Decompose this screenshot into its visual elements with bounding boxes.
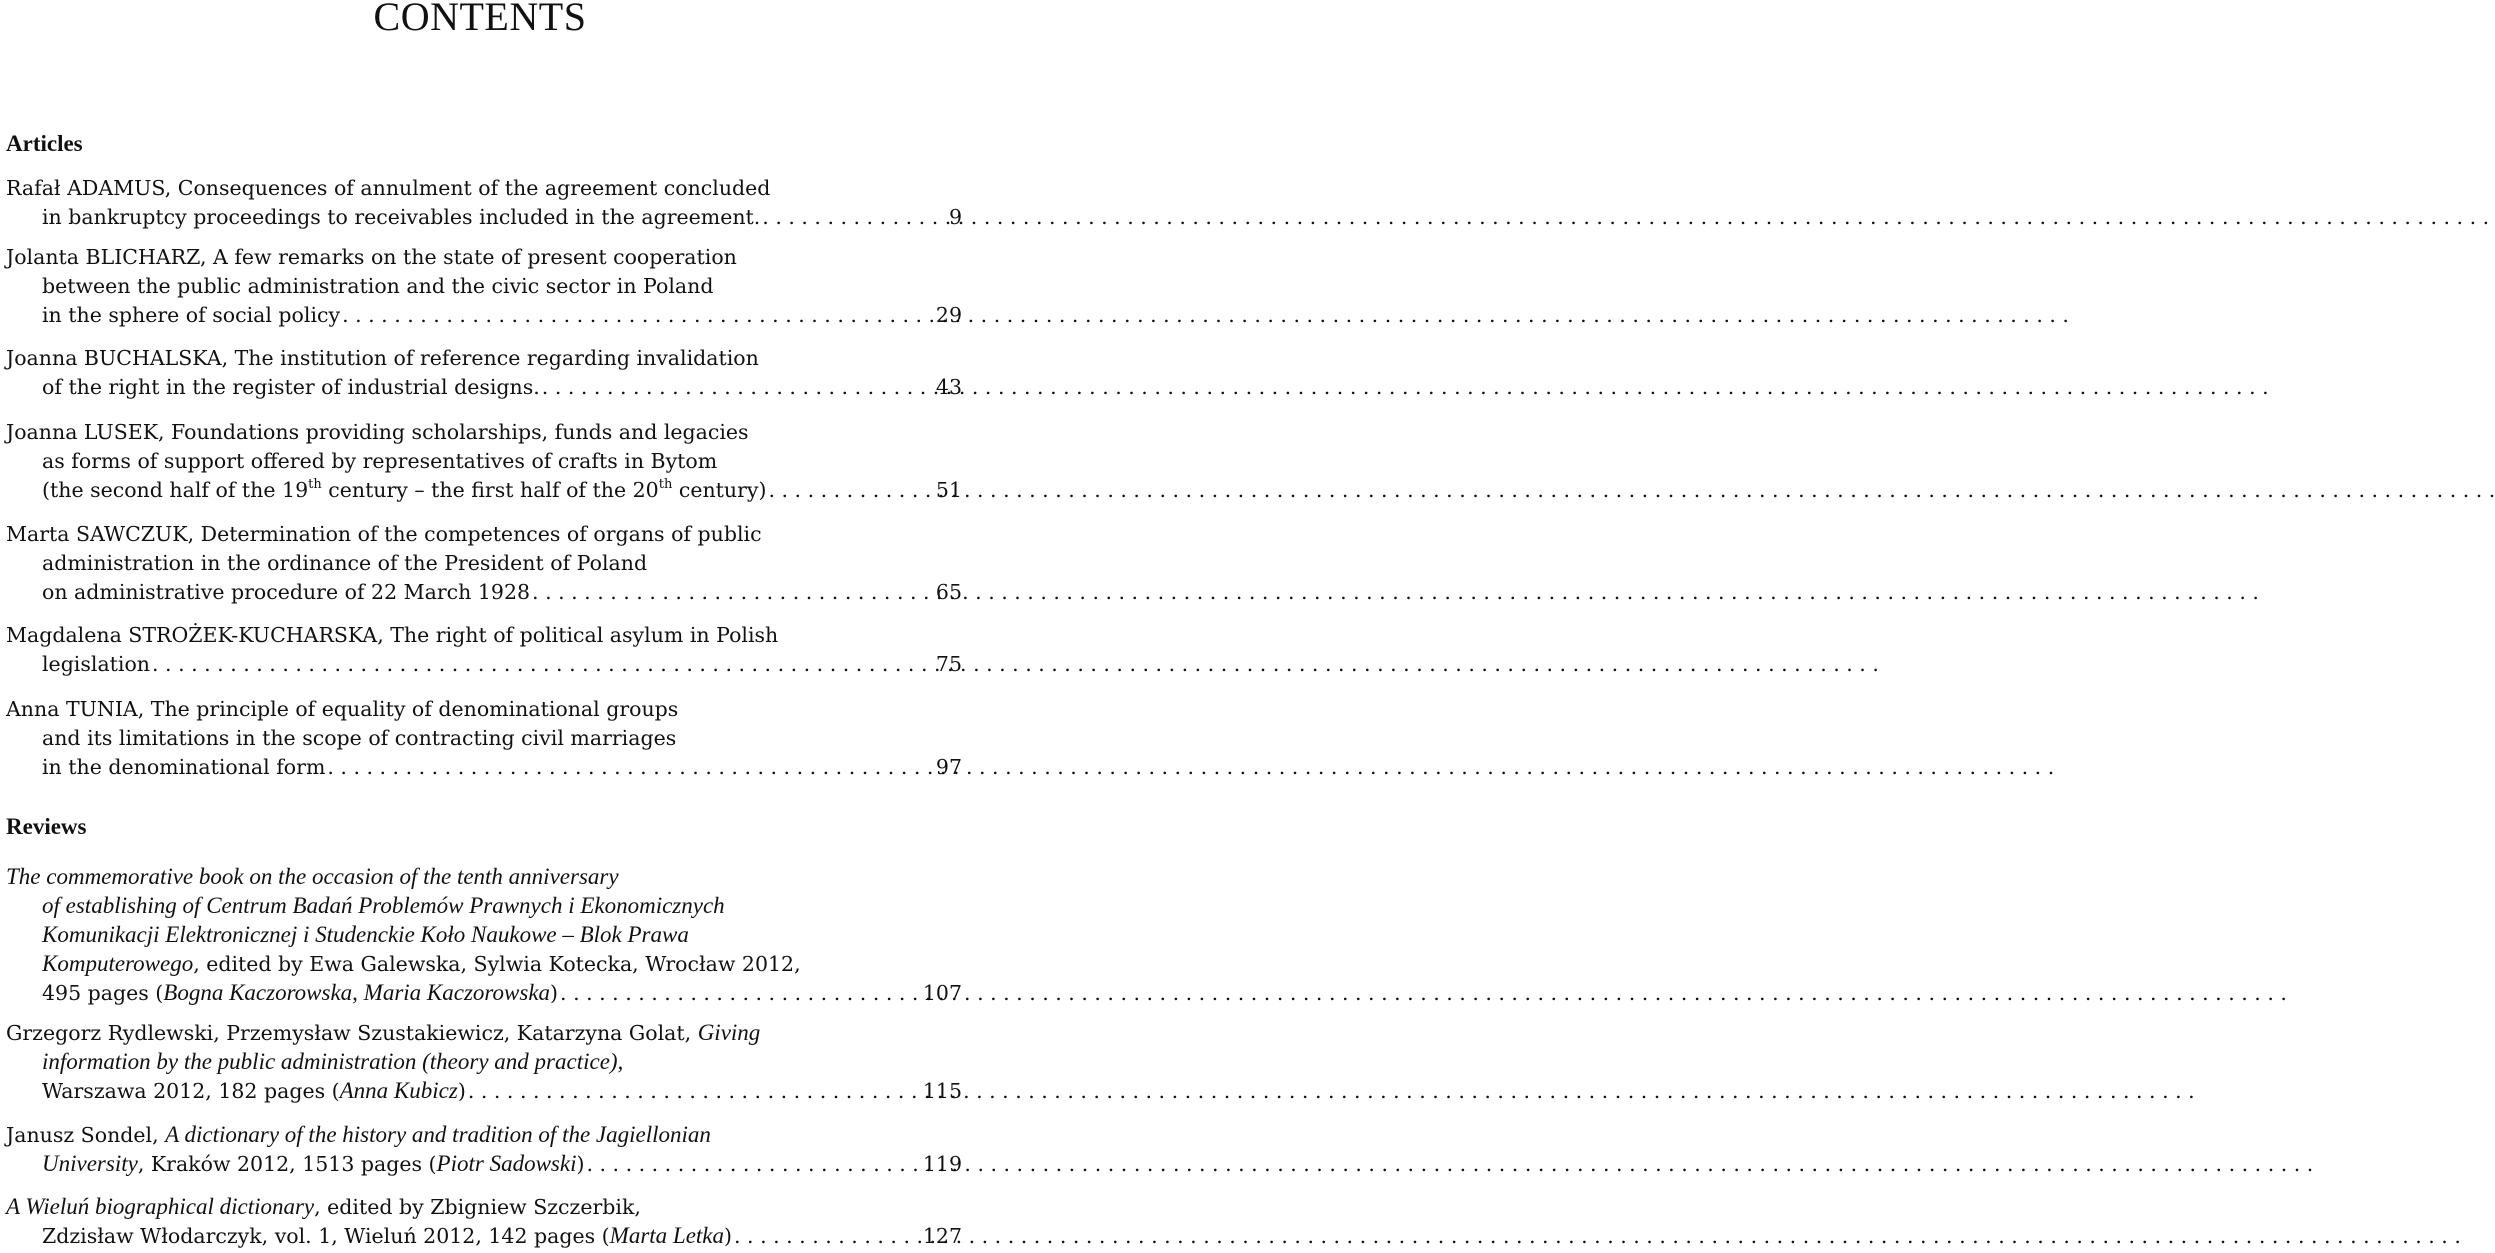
dot-leader bbox=[768, 476, 932, 505]
dot-leader bbox=[734, 1222, 920, 1251]
entry-text: as forms of support offered by representatives of crafts in Bytom bbox=[42, 449, 718, 473]
reviewer-name: Piotr Sadowski bbox=[436, 1151, 577, 1176]
entry-text: Warszawa 2012, 182 pages (Anna Kubicz) bbox=[42, 1078, 466, 1103]
entry-text: in the sphere of social policy bbox=[42, 303, 341, 327]
dot-leader bbox=[762, 203, 946, 232]
entry-title: The commemorative book on the occasion of the tenth anniversary bbox=[6, 864, 619, 889]
toc-entry-blicharz[interactable] bbox=[6, 243, 962, 330]
entry-text: in bankruptcy proceedings to receivables included in the agreement. bbox=[42, 205, 761, 229]
entry-text: between the public administration and the civic sector in Poland bbox=[42, 274, 714, 298]
reviewer-name: Marta Letka bbox=[609, 1223, 725, 1248]
toc-entry-lusek[interactable] bbox=[6, 418, 962, 505]
page-number: 43 bbox=[935, 375, 962, 399]
toc-entry-buchalska[interactable] bbox=[6, 344, 962, 402]
toc-entry-commemorative-book[interactable] bbox=[6, 862, 962, 1007]
reviewer-name: Bogna Kaczorowska, Maria Kaczorowska bbox=[163, 980, 551, 1005]
entry-text: , edited by Zbigniew Szczerbik, bbox=[314, 1195, 641, 1219]
page-number: 65 bbox=[935, 580, 962, 604]
entry-text: (the second half of the 19th century – the first half of the 20th century) bbox=[42, 477, 767, 502]
entry-text: Joanna LUSEK, Foundations providing scholarships, funds and legacies bbox=[6, 420, 749, 444]
entry-text: , edited by Ewa Galewska, Sylwia Kotecka, Wrocław 2012, bbox=[193, 952, 801, 976]
entry-title: information by the public administration (theory and practice), bbox=[42, 1049, 624, 1074]
page-title: CONTENTS bbox=[373, 0, 587, 39]
entry-title: A dictionary of the history and tradition of the Jagiellonian bbox=[165, 1122, 711, 1147]
entry-text: on administrative procedure of 22 March 1928 bbox=[42, 580, 531, 604]
dot-leader bbox=[586, 1150, 919, 1179]
toc-entry-tunia[interactable] bbox=[6, 695, 962, 782]
entry-text: Joanna BUCHALSKA, The institution of reference regarding invalidation bbox=[6, 346, 759, 370]
dot-leader bbox=[342, 301, 933, 330]
section-heading-reviews: Reviews bbox=[6, 814, 87, 839]
dot-leader bbox=[327, 753, 933, 782]
entry-text: Jolanta BLICHARZ, A few remarks on the state of present cooperation bbox=[6, 245, 737, 269]
page-number: 29 bbox=[935, 303, 962, 327]
toc-entry-sondel[interactable] bbox=[6, 1120, 962, 1178]
toc-entry-wielun-dictionary[interactable] bbox=[6, 1192, 962, 1250]
entry-title: Komputerowego bbox=[42, 951, 194, 976]
entry-text: and its limitations in the scope of contracting civil marriages bbox=[42, 726, 677, 750]
toc-entry-sawczuk[interactable] bbox=[6, 520, 962, 607]
entry-text: of the right in the register of industrial designs. bbox=[42, 375, 540, 399]
page-number: 9 bbox=[948, 205, 962, 229]
section-heading-articles: Articles bbox=[6, 131, 83, 156]
page-number: 75 bbox=[935, 652, 962, 676]
entry-text: administration in the ordinance of the President of Poland bbox=[42, 551, 648, 575]
dot-leader bbox=[560, 979, 920, 1008]
entry-title: Giving bbox=[697, 1020, 761, 1045]
page-number: 107 bbox=[922, 981, 962, 1005]
toc-entry-strozek-kucharska[interactable] bbox=[6, 621, 962, 679]
entry-text: Zdzisław Włodarczyk, vol. 1, Wieluń 2012, 142 pages (Marta Letka) bbox=[42, 1223, 733, 1248]
entry-text: Marta SAWCZUK, Determination of the competences of organs of public bbox=[6, 522, 762, 546]
entry-text: Anna TUNIA, The principle of equality of denominational groups bbox=[6, 697, 679, 721]
page-number: 51 bbox=[935, 478, 962, 502]
entry-text: Grzegorz Rydlewski, Przemysław Szustakiewicz, Katarzyna Golat, bbox=[6, 1021, 698, 1045]
page-number: 119 bbox=[922, 1152, 962, 1176]
entry-text: University, Kraków 2012, 1513 pages (Piotr Sadowski) bbox=[42, 1151, 585, 1176]
dot-leader bbox=[152, 650, 933, 679]
entry-text: in the denominational form bbox=[42, 755, 326, 779]
dot-leader bbox=[542, 373, 933, 402]
page-number: 115 bbox=[922, 1079, 962, 1103]
dot-leader bbox=[468, 1077, 920, 1106]
entry-title: Komunikacji Elektronicznej i Studenckie Koło Naukowe – Blok Prawa bbox=[42, 922, 689, 947]
entry-title: A Wieluń biographical dictionary bbox=[6, 1194, 315, 1219]
page-number: 127 bbox=[922, 1224, 962, 1248]
dot-leader bbox=[532, 578, 933, 607]
entry-text: Janusz Sondel, bbox=[6, 1123, 166, 1147]
entry-text: Rafał ADAMUS, Consequences of annulment of the agreement concluded bbox=[6, 176, 771, 200]
toc-entry-adamus[interactable] bbox=[6, 174, 962, 232]
reviewer-name: Anna Kubicz bbox=[339, 1078, 458, 1103]
toc-entry-rydlewski[interactable] bbox=[6, 1018, 962, 1105]
entry-text: 495 pages (Bogna Kaczorowska, Maria Kaczorowska) bbox=[42, 980, 559, 1005]
entry-text: legislation bbox=[42, 652, 151, 676]
entry-text: Magdalena STROŻEK-KUCHARSKA, The right of political asylum in Polish bbox=[6, 623, 779, 647]
page-number: 97 bbox=[935, 755, 962, 779]
entry-title: of establishing of Centrum Badań Problemów Prawnych i Ekonomicznych bbox=[42, 893, 725, 918]
